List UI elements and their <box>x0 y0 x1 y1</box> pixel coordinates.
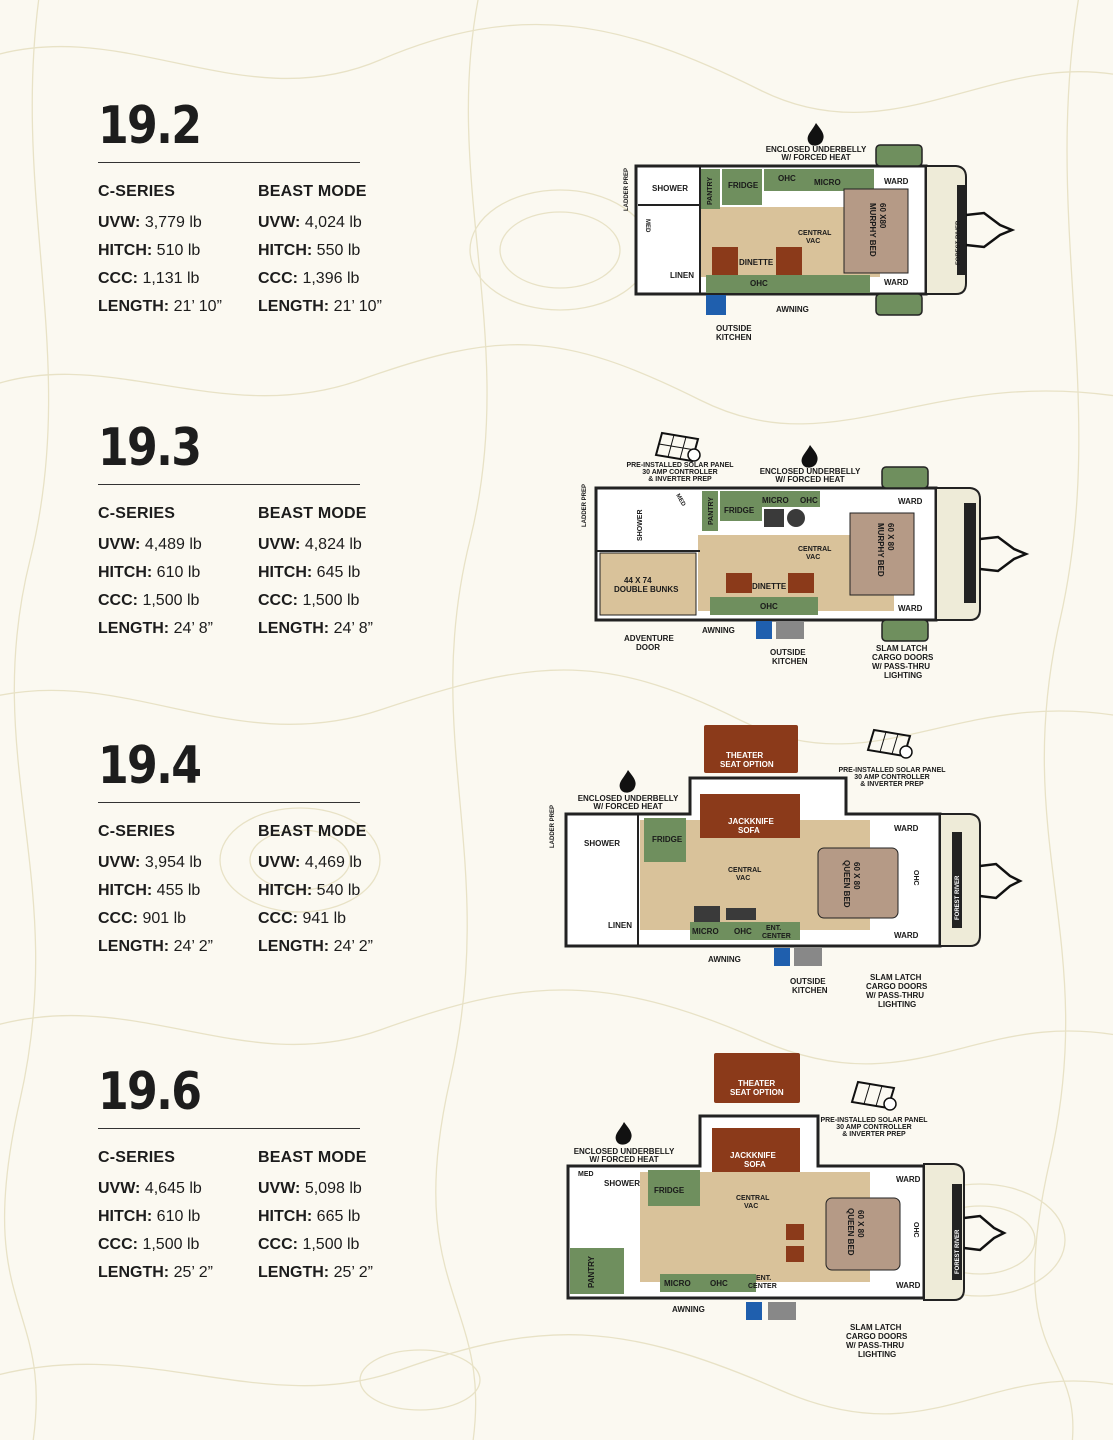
svg-text:60 X 80: 60 X 80 <box>856 1210 865 1238</box>
svg-text:MICRO: MICRO <box>762 496 789 505</box>
svg-text:LADDER PREP: LADDER PREP <box>582 483 588 527</box>
svg-text:OHC: OHC <box>750 279 768 288</box>
hitch-icon <box>966 213 1012 247</box>
column-title: BEAST MODE <box>258 823 367 840</box>
spec-column-beast-mode <box>258 1147 418 1287</box>
spec-column-c-series <box>98 181 258 321</box>
column-title: C-SERIES <box>98 1149 176 1166</box>
divider <box>98 802 360 803</box>
spec-row-length: LENGTH: 24’ 2” <box>258 938 373 955</box>
svg-text:THEATER: THEATER <box>738 1079 776 1088</box>
model-number: 19.3 <box>98 418 201 478</box>
svg-text:FOREST RIVER: FOREST RIVER <box>955 875 961 920</box>
svg-text:MURPHY BED: MURPHY BED <box>868 203 877 257</box>
svg-text:WARD: WARD <box>898 497 923 506</box>
svg-text:SLAM LATCH: SLAM LATCH <box>870 973 922 982</box>
svg-text:PRE-INSTALLED SOLAR PANEL: PRE-INSTALLED SOLAR PANEL <box>820 1117 928 1124</box>
svg-text:KITCHEN: KITCHEN <box>772 657 808 666</box>
svg-text:W/ PASS-THRU: W/ PASS-THRU <box>866 991 925 1000</box>
spec-row-ccc: CCC: 1,500 lb <box>258 592 360 609</box>
model-number: 19.4 <box>98 736 201 796</box>
svg-text:CARGO DOORS: CARGO DOORS <box>846 1332 908 1341</box>
svg-text:QUEEN BED: QUEEN BED <box>846 1208 855 1256</box>
spec-column-beast-mode <box>258 821 418 961</box>
svg-text:MICRO: MICRO <box>814 178 841 187</box>
svg-text:JACKKNIFE: JACKKNIFE <box>728 817 774 826</box>
svg-text:LIGHTING: LIGHTING <box>884 671 923 680</box>
svg-text:KITCHEN: KITCHEN <box>792 986 828 995</box>
spec-row-hitch: HITCH: 645 lb <box>258 564 361 581</box>
svg-text:60 X 80: 60 X 80 <box>852 862 861 890</box>
svg-text:PRE-INSTALLED SOLAR PANEL: PRE-INSTALLED SOLAR PANEL <box>626 462 734 469</box>
svg-text:ENCLOSED UNDERBELLY: ENCLOSED UNDERBELLY <box>759 467 861 476</box>
svg-text:ENCLOSED UNDERBELLY: ENCLOSED UNDERBELLY <box>765 145 867 154</box>
svg-text:CENTRAL: CENTRAL <box>798 230 832 237</box>
svg-text:QUEEN BED: QUEEN BED <box>842 860 851 908</box>
hitch-icon <box>980 537 1026 571</box>
svg-text:AWNING: AWNING <box>702 626 735 635</box>
floorplan-diagram-19-2 <box>600 115 1030 355</box>
floorplan-section-19-4 <box>98 736 418 961</box>
svg-text:30 AMP CONTROLLER: 30 AMP CONTROLLER <box>642 469 718 476</box>
svg-text:FRIDGE: FRIDGE <box>654 1186 685 1195</box>
spec-row-length: LENGTH: 21’ 10” <box>98 298 222 315</box>
svg-text:JACKKNIFE: JACKKNIFE <box>730 1151 776 1160</box>
svg-text:60 X 80: 60 X 80 <box>886 523 895 551</box>
svg-text:ENT.: ENT. <box>766 925 782 932</box>
svg-text:SLAM LATCH: SLAM LATCH <box>850 1323 902 1332</box>
svg-text:CARGO DOORS: CARGO DOORS <box>872 653 934 662</box>
spec-row-ccc: CCC: 1,500 lb <box>258 1236 360 1253</box>
spec-row-uvw: UVW: 3,779 lb <box>98 214 202 231</box>
svg-text:SOFA: SOFA <box>744 1160 766 1169</box>
spec-table <box>98 181 418 321</box>
spec-row-uvw: UVW: 4,489 lb <box>98 536 202 553</box>
svg-text:WARD: WARD <box>898 604 923 613</box>
svg-text:VAC: VAC <box>744 1203 759 1210</box>
svg-text:W/ PASS-THRU: W/ PASS-THRU <box>846 1341 905 1350</box>
floorplan-diagram-19-3 <box>570 425 1040 690</box>
spec-column-beast-mode <box>258 181 418 321</box>
svg-text:AWNING: AWNING <box>708 955 741 964</box>
svg-text:DINETTE: DINETTE <box>739 258 774 267</box>
spec-row-uvw: UVW: 5,098 lb <box>258 1180 362 1197</box>
svg-text:W/ FORCED HEAT: W/ FORCED HEAT <box>775 475 845 484</box>
column-title: BEAST MODE <box>258 183 367 200</box>
floorplan-diagram-19-6 <box>540 1048 1040 1368</box>
model-number: 19.2 <box>98 96 201 156</box>
spec-row-ccc: CCC: 941 lb <box>258 910 347 927</box>
solar-panel-icon <box>656 433 700 461</box>
svg-text:LIGHTING: LIGHTING <box>858 1350 897 1359</box>
spec-row-hitch: HITCH: 550 lb <box>258 242 361 259</box>
svg-text:WARD: WARD <box>884 278 909 287</box>
spec-row-length: LENGTH: 24’ 8” <box>258 620 373 637</box>
spec-column-beast-mode <box>258 503 418 643</box>
spec-row-ccc: CCC: 1,131 lb <box>98 270 200 287</box>
column-title: C-SERIES <box>98 183 176 200</box>
svg-text:PRE-INSTALLED SOLAR PANEL: PRE-INSTALLED SOLAR PANEL <box>838 767 946 774</box>
svg-text:SEAT OPTION: SEAT OPTION <box>720 760 774 769</box>
svg-text:FOREST RIVER: FOREST RIVER <box>955 1229 961 1274</box>
flame-icon <box>802 445 818 468</box>
svg-text:DINETTE: DINETTE <box>752 582 787 591</box>
spec-row-hitch: HITCH: 455 lb <box>98 882 201 899</box>
svg-text:44 X 74: 44 X 74 <box>624 576 652 585</box>
svg-text:FRIDGE: FRIDGE <box>652 835 683 844</box>
svg-text:PANTRY: PANTRY <box>707 177 714 205</box>
spec-row-hitch: HITCH: 665 lb <box>258 1208 361 1225</box>
spec-row-length: LENGTH: 24’ 2” <box>98 938 213 955</box>
svg-text:LIGHTING: LIGHTING <box>878 1000 917 1009</box>
svg-text:LINEN: LINEN <box>670 271 694 280</box>
svg-text:SHOWER: SHOWER <box>652 184 688 193</box>
svg-text:60 X80: 60 X80 <box>878 203 887 229</box>
svg-text:SHOWER: SHOWER <box>584 839 620 848</box>
spec-row-length: LENGTH: 24’ 8” <box>98 620 213 637</box>
flame-icon <box>808 123 824 146</box>
spec-column-c-series <box>98 1147 258 1287</box>
svg-text:MURPHY BED: MURPHY BED <box>876 523 885 577</box>
model-number: 19.6 <box>98 1062 201 1122</box>
svg-text:ENT.: ENT. <box>756 1275 772 1282</box>
spec-column-c-series <box>98 821 258 961</box>
divider <box>98 484 360 485</box>
spec-row-uvw: UVW: 4,024 lb <box>258 214 362 231</box>
svg-text:MED: MED <box>674 493 687 508</box>
solar-panel-icon <box>852 1082 896 1110</box>
svg-text:OHC: OHC <box>800 496 818 505</box>
solar-panel-icon <box>868 730 912 758</box>
spec-row-uvw: UVW: 4,645 lb <box>98 1180 202 1197</box>
column-title: BEAST MODE <box>258 1149 367 1166</box>
svg-text:AWNING: AWNING <box>672 1305 705 1314</box>
svg-text:30 AMP CONTROLLER: 30 AMP CONTROLLER <box>836 1124 912 1131</box>
hitch-icon <box>964 1216 1004 1250</box>
svg-text:SEAT OPTION: SEAT OPTION <box>730 1088 784 1097</box>
svg-text:WARD: WARD <box>894 931 919 940</box>
spec-row-uvw: UVW: 3,954 lb <box>98 854 202 871</box>
svg-text:OHC: OHC <box>734 927 752 936</box>
svg-text:LADDER PREP: LADDER PREP <box>550 804 556 848</box>
svg-text:& INVERTER PREP: & INVERTER PREP <box>648 476 712 483</box>
spec-row-hitch: HITCH: 510 lb <box>98 242 201 259</box>
floorplan-section-19-2 <box>98 96 418 321</box>
svg-text:SOFA: SOFA <box>738 826 760 835</box>
svg-text:ENCLOSED UNDERBELLY: ENCLOSED UNDERBELLY <box>577 794 679 803</box>
flame-icon <box>616 1122 632 1145</box>
svg-text:W/ FORCED HEAT: W/ FORCED HEAT <box>593 802 663 811</box>
spec-row-ccc: CCC: 1,500 lb <box>98 592 200 609</box>
column-title: C-SERIES <box>98 823 176 840</box>
spec-row-ccc: CCC: 901 lb <box>98 910 187 927</box>
svg-text:PANTRY: PANTRY <box>587 1256 596 1288</box>
svg-text:CENTRAL: CENTRAL <box>798 546 832 553</box>
svg-text:OHC: OHC <box>710 1279 728 1288</box>
svg-text:W/ PASS-THRU: W/ PASS-THRU <box>872 662 931 671</box>
flame-icon <box>620 770 636 793</box>
spec-row-uvw: UVW: 4,469 lb <box>258 854 362 871</box>
svg-text:LADDER PREP: LADDER PREP <box>624 167 630 211</box>
svg-text:FOREST RIVER: FOREST RIVER <box>956 220 962 265</box>
svg-text:WARD: WARD <box>894 824 919 833</box>
svg-text:CENTER: CENTER <box>762 933 791 940</box>
spec-row-hitch: HITCH: 610 lb <box>98 1208 201 1225</box>
svg-text:ADVENTURE: ADVENTURE <box>624 634 674 643</box>
spec-table <box>98 821 418 961</box>
svg-text:SHOWER: SHOWER <box>604 1179 640 1188</box>
svg-text:MED: MED <box>644 219 650 233</box>
svg-text:LINEN: LINEN <box>608 921 632 930</box>
svg-text:VAC: VAC <box>806 238 821 245</box>
svg-text:KITCHEN: KITCHEN <box>716 333 752 342</box>
svg-text:WARD: WARD <box>896 1175 921 1184</box>
svg-text:MED: MED <box>578 1171 594 1178</box>
divider <box>98 1128 360 1129</box>
svg-text:VAC: VAC <box>806 554 821 561</box>
floorplan-section-19-6 <box>98 1062 418 1287</box>
svg-text:OUTSIDE: OUTSIDE <box>770 648 806 657</box>
svg-text:CENTRAL: CENTRAL <box>736 1195 770 1202</box>
spec-row-ccc: CCC: 1,500 lb <box>98 1236 200 1253</box>
spec-row-uvw: UVW: 4,824 lb <box>258 536 362 553</box>
svg-text:FRIDGE: FRIDGE <box>728 181 759 190</box>
svg-text:CENTRAL: CENTRAL <box>728 867 762 874</box>
spec-table <box>98 503 418 643</box>
svg-text:OUTSIDE: OUTSIDE <box>790 977 826 986</box>
spec-row-hitch: HITCH: 610 lb <box>98 564 201 581</box>
svg-text:PANTRY: PANTRY <box>708 497 715 525</box>
floorplan-diagram-19-4 <box>540 720 1040 1020</box>
svg-text:WARD: WARD <box>884 177 909 186</box>
svg-text:MICRO: MICRO <box>692 927 719 936</box>
spec-row-hitch: HITCH: 540 lb <box>258 882 361 899</box>
spec-row-ccc: CCC: 1,396 lb <box>258 270 360 287</box>
svg-text:ENCLOSED UNDERBELLY: ENCLOSED UNDERBELLY <box>573 1147 675 1156</box>
svg-text:WARD: WARD <box>896 1281 921 1290</box>
svg-text:OHC: OHC <box>912 870 919 886</box>
divider <box>98 162 360 163</box>
svg-text:& INVERTER PREP: & INVERTER PREP <box>860 781 924 788</box>
hitch-icon <box>980 864 1020 898</box>
svg-text:MICRO: MICRO <box>664 1279 691 1288</box>
svg-text:OUTSIDE: OUTSIDE <box>716 324 752 333</box>
spec-table <box>98 1147 418 1287</box>
svg-text:OHC: OHC <box>912 1222 919 1238</box>
column-title: BEAST MODE <box>258 505 367 522</box>
svg-text:30 AMP CONTROLLER: 30 AMP CONTROLLER <box>854 774 930 781</box>
svg-text:W/ FORCED HEAT: W/ FORCED HEAT <box>589 1155 659 1164</box>
spec-row-length: LENGTH: 25’ 2” <box>98 1264 213 1281</box>
svg-text:CENTER: CENTER <box>748 1283 777 1290</box>
spec-column-c-series <box>98 503 258 643</box>
floorplan-section-19-3 <box>98 418 418 643</box>
spec-row-length: LENGTH: 21’ 10” <box>258 298 382 315</box>
svg-text:VAC: VAC <box>736 875 751 882</box>
column-title: C-SERIES <box>98 505 176 522</box>
svg-text:& INVERTER PREP: & INVERTER PREP <box>842 1131 906 1138</box>
svg-text:DOOR: DOOR <box>636 643 660 652</box>
svg-text:SLAM LATCH: SLAM LATCH <box>876 644 928 653</box>
spec-row-length: LENGTH: 25’ 2” <box>258 1264 373 1281</box>
svg-text:W/ FORCED HEAT: W/ FORCED HEAT <box>781 153 851 162</box>
svg-text:OHC: OHC <box>760 602 778 611</box>
svg-text:SHOWER: SHOWER <box>637 509 644 541</box>
svg-text:AWNING: AWNING <box>776 305 809 314</box>
svg-text:CARGO DOORS: CARGO DOORS <box>866 982 928 991</box>
svg-text:OHC: OHC <box>778 174 796 183</box>
svg-text:DOUBLE BUNKS: DOUBLE BUNKS <box>614 585 679 594</box>
svg-text:FRIDGE: FRIDGE <box>724 506 755 515</box>
svg-text:THEATER: THEATER <box>726 751 764 760</box>
